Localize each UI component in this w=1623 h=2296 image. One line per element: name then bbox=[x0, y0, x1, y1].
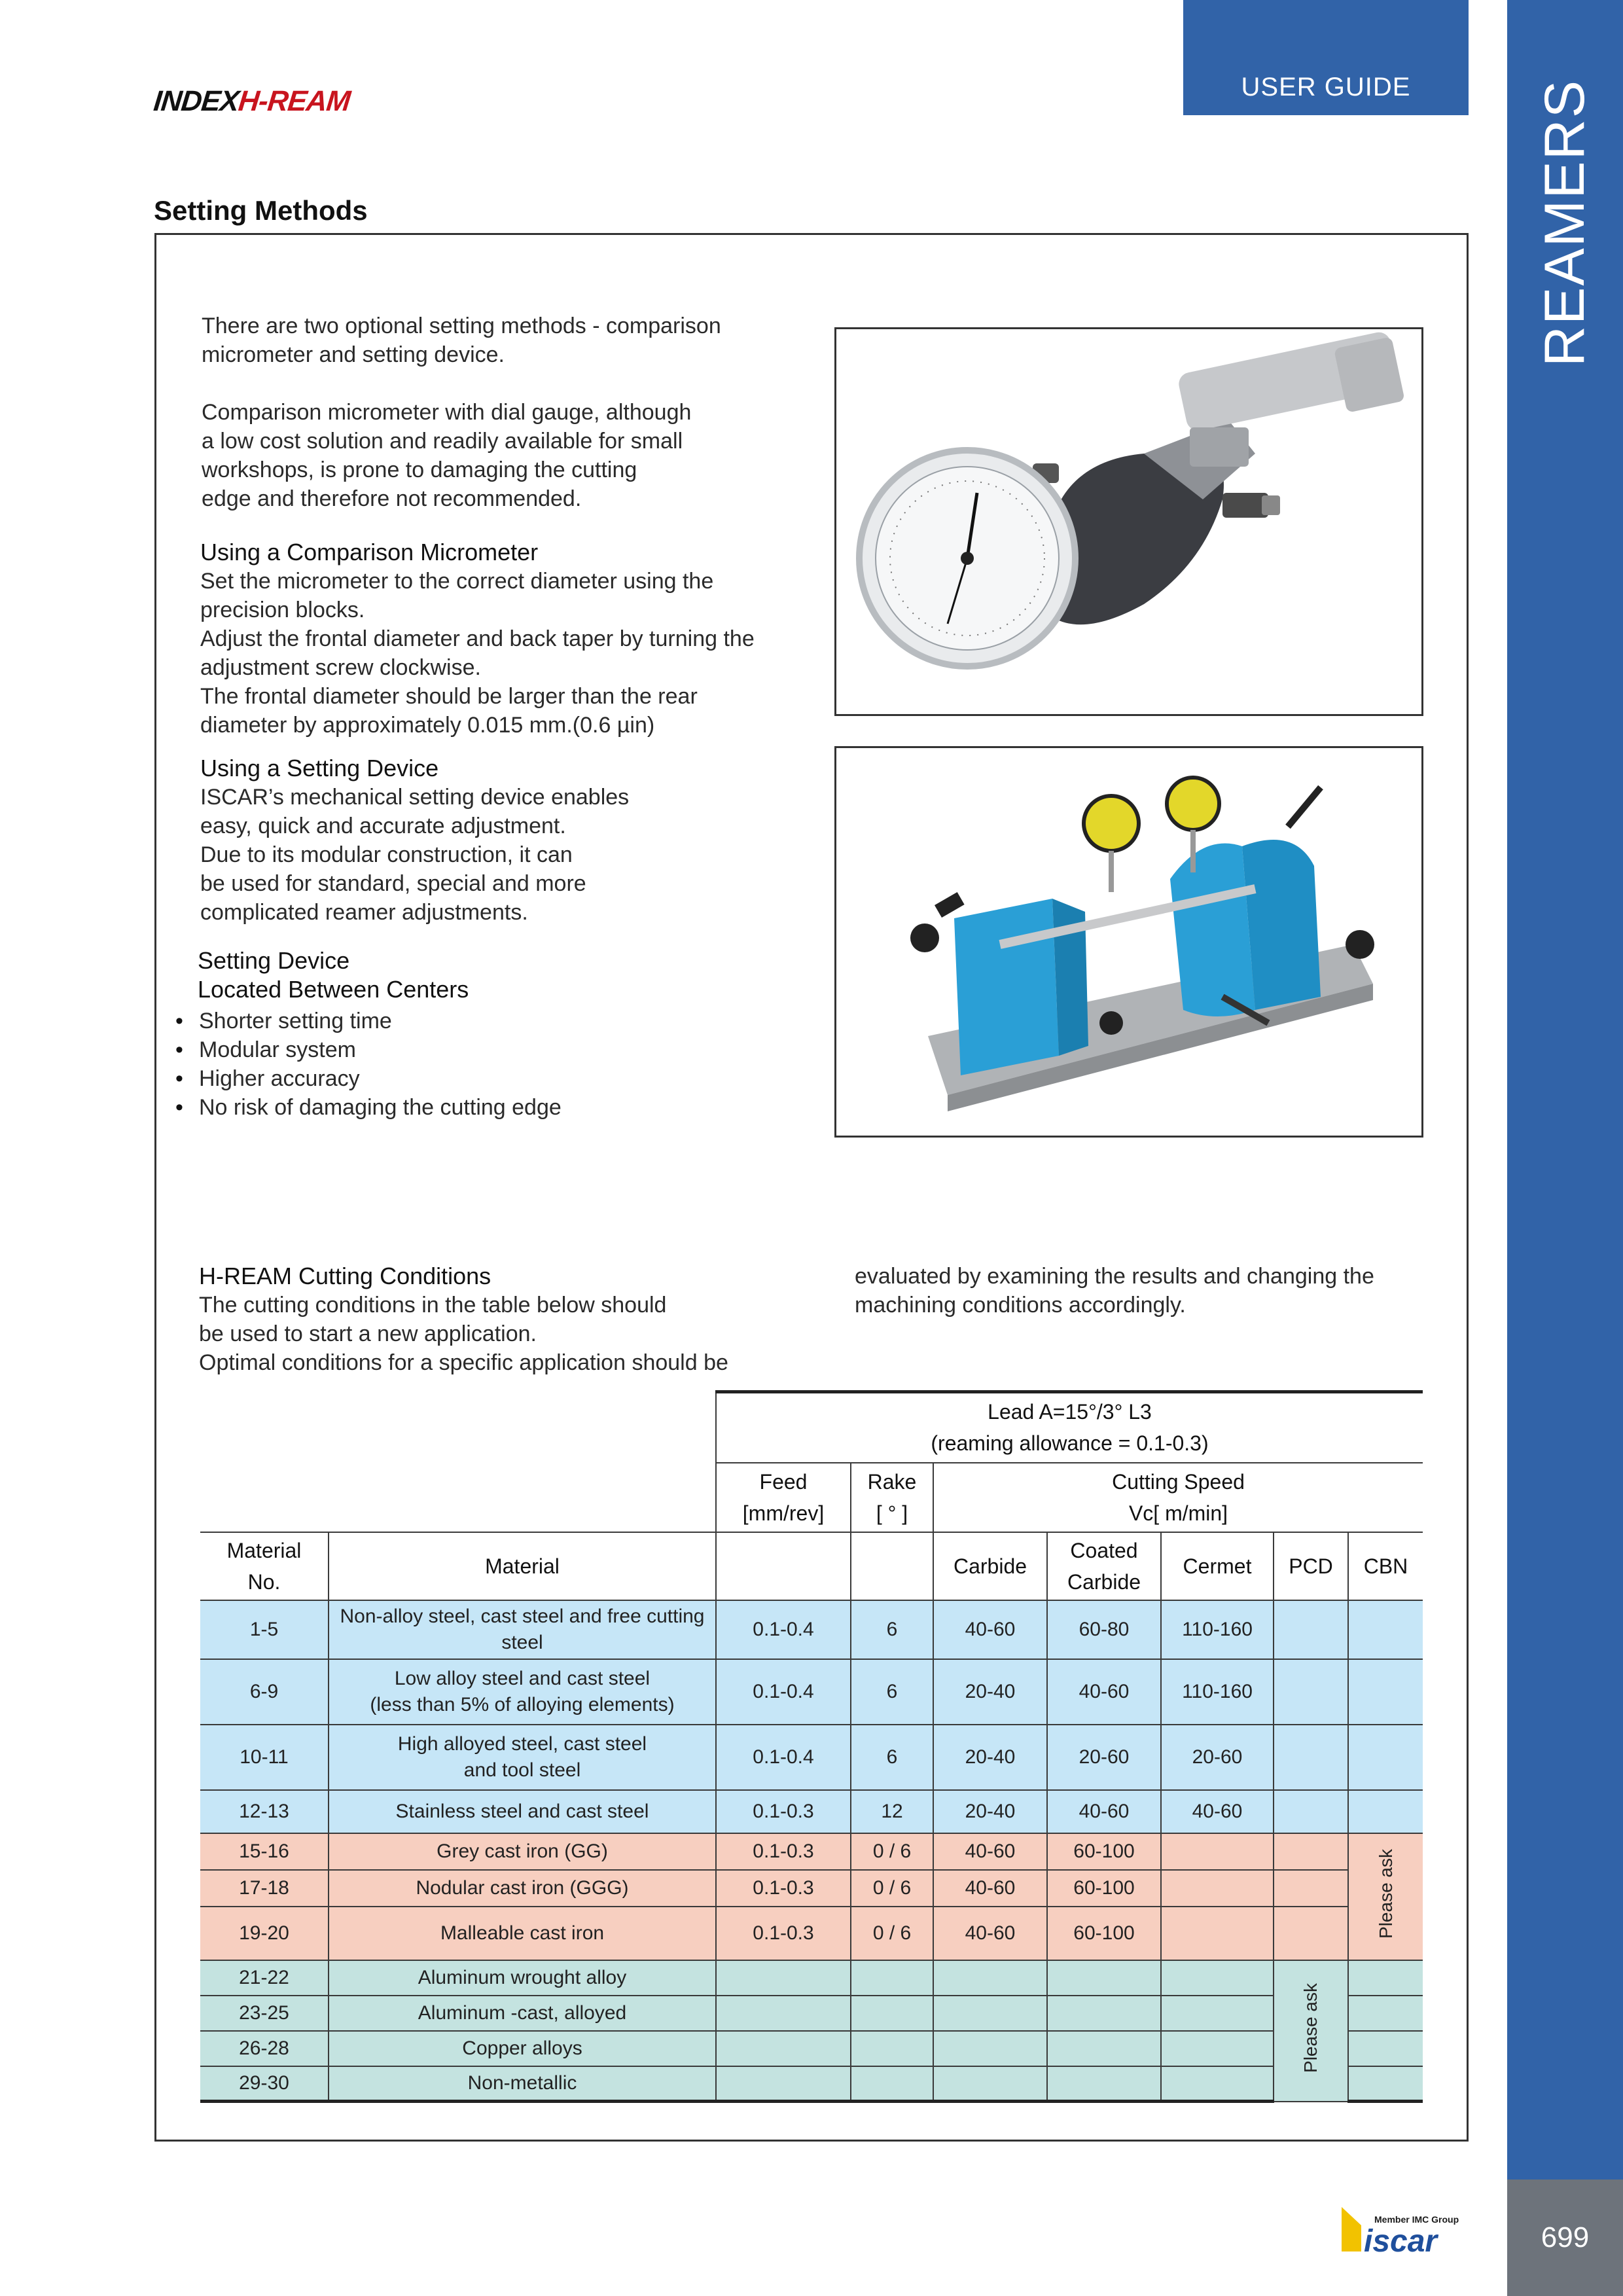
cbn-please-ask bbox=[1348, 1833, 1423, 1960]
row-rake: 6 bbox=[851, 1725, 933, 1790]
feed-blank-header bbox=[716, 1532, 851, 1600]
material-line-1: Low alloy steel and cast steel bbox=[394, 1667, 651, 1689]
table-row bbox=[200, 1600, 1423, 1659]
intro-text bbox=[202, 312, 830, 513]
row-cbn bbox=[1348, 1790, 1423, 1833]
please-ask-label: Please ask bbox=[1300, 1983, 1321, 2073]
material-line-2: steel bbox=[501, 1631, 543, 1653]
bullet-item: • Shorter setting time bbox=[175, 1007, 764, 1035]
row-carbide: 20-40 bbox=[933, 1790, 1047, 1833]
row-pcd bbox=[1274, 1833, 1348, 1870]
row-rake: 6 bbox=[851, 1600, 933, 1659]
row-cbn bbox=[1348, 1600, 1423, 1659]
cutting-speed-unit: Vc[ m/min] bbox=[1128, 1501, 1228, 1525]
bullet-item: • No risk of damaging the cutting edge bbox=[175, 1093, 764, 1122]
rake-label: Rake bbox=[867, 1469, 917, 1494]
table-row bbox=[200, 1833, 1423, 1870]
coated-label-2: Carbide bbox=[1067, 1570, 1141, 1594]
row-feed: 0.1-0.3 bbox=[716, 1907, 851, 1960]
row-carbide bbox=[933, 1960, 1047, 1996]
row-carbide bbox=[933, 2031, 1047, 2066]
user-guide-tab: USER GUIDE bbox=[1183, 0, 1469, 115]
row-feed bbox=[716, 1960, 851, 1996]
row-feed: 0.1-0.3 bbox=[716, 1790, 851, 1833]
table-row bbox=[200, 1996, 1423, 2031]
row-carbide: 40-60 bbox=[933, 1870, 1047, 1907]
row-material: Copper alloys bbox=[329, 2031, 716, 2066]
row-coated: 60-100 bbox=[1047, 1870, 1161, 1907]
row-feed bbox=[716, 1996, 851, 2031]
section-title: Setting Methods bbox=[154, 195, 368, 226]
row-rake: 0 / 6 bbox=[851, 1870, 933, 1907]
cutting-conditions-body-right: evaluated by examining the results and changing the machining conditions accordingly. bbox=[855, 1264, 1374, 1318]
material-header: Material bbox=[329, 1532, 716, 1600]
between-centers-section bbox=[198, 946, 787, 1004]
carbide-header: Carbide bbox=[933, 1532, 1047, 1600]
cutting-speed-label: Cutting Speed bbox=[1112, 1469, 1245, 1494]
row-cermet: 40-60 bbox=[1161, 1790, 1274, 1833]
row-coated bbox=[1047, 1960, 1161, 1996]
cutting-conditions-right bbox=[855, 1262, 1444, 1319]
table-row bbox=[200, 1960, 1423, 1996]
row-carbide bbox=[933, 1996, 1047, 2031]
pcd-header: PCD bbox=[1274, 1532, 1348, 1600]
row-coated: 40-60 bbox=[1047, 1659, 1161, 1725]
row-rake bbox=[851, 2031, 933, 2066]
pcd-please-ask bbox=[1274, 1960, 1348, 2102]
row-material-no: 12-13 bbox=[200, 1790, 329, 1833]
cutting-conditions-heading: H-REAM Cutting Conditions bbox=[199, 1263, 491, 1289]
table-row bbox=[200, 1870, 1423, 1907]
material-line-2: (less than 5% of alloying elements) bbox=[370, 1693, 675, 1715]
row-carbide: 40-60 bbox=[933, 1600, 1047, 1659]
material-line-2: and tool steel bbox=[463, 1759, 581, 1781]
coated-carbide-header bbox=[1047, 1532, 1161, 1600]
row-material-no: 26-28 bbox=[200, 2031, 329, 2066]
intro-paragraph-1: There are two optional setting methods - comparison micrometer and setting device. bbox=[202, 314, 721, 367]
row-material-no: 17-18 bbox=[200, 1870, 329, 1907]
row-coated bbox=[1047, 2031, 1161, 2066]
row-cermet bbox=[1161, 1996, 1274, 2031]
row-pcd bbox=[1274, 1907, 1348, 1960]
row-cermet bbox=[1161, 2066, 1274, 2102]
cutting-conditions-table bbox=[200, 1390, 1423, 2103]
row-cermet bbox=[1161, 1833, 1274, 1870]
row-carbide bbox=[933, 2066, 1047, 2102]
row-rake bbox=[851, 2066, 933, 2102]
material-line-1: High alloyed steel, cast steel bbox=[397, 1732, 647, 1755]
setting-device-body: ISCAR’s mechanical setting device enables easy, quick and accurate adjustment. Due to its modular construction, it can be used for standard, special and more complicated reamer adjustments. bbox=[200, 785, 630, 925]
row-material: Nodular cast iron (GGG) bbox=[329, 1870, 716, 1907]
row-material: Aluminum -cast, alloyed bbox=[329, 1996, 716, 2031]
row-rake: 0 / 6 bbox=[851, 1907, 933, 1960]
row-carbide: 20-40 bbox=[933, 1725, 1047, 1790]
row-material bbox=[329, 1725, 716, 1790]
material-line-1: Non-alloy steel, cast steel and free cutting bbox=[340, 1605, 705, 1627]
row-feed: 0.1-0.4 bbox=[716, 1600, 851, 1659]
row-carbide: 40-60 bbox=[933, 1833, 1047, 1870]
row-cermet bbox=[1161, 1870, 1274, 1907]
coated-label-1: Coated bbox=[1070, 1538, 1138, 1562]
feed-unit: [mm/rev] bbox=[742, 1501, 825, 1525]
table-corner-empty-2 bbox=[200, 1463, 716, 1532]
row-cermet: 110-160 bbox=[1161, 1600, 1274, 1659]
setting-device-image bbox=[834, 746, 1423, 1138]
row-pcd bbox=[1274, 1600, 1348, 1659]
row-coated bbox=[1047, 2066, 1161, 2102]
table-row bbox=[200, 1725, 1423, 1790]
row-material: Grey cast iron (GG) bbox=[329, 1833, 716, 1870]
row-feed: 0.1-0.4 bbox=[716, 1659, 851, 1725]
bullet-item: • Modular system bbox=[175, 1035, 764, 1064]
feed-header bbox=[716, 1463, 851, 1532]
row-carbide: 40-60 bbox=[933, 1907, 1047, 1960]
row-feed: 0.1-0.3 bbox=[716, 1833, 851, 1870]
row-coated: 40-60 bbox=[1047, 1790, 1161, 1833]
side-title: REAMERS bbox=[1533, 79, 1597, 367]
brand-logo: INDEXH-REAM bbox=[152, 85, 352, 117]
material-no-header bbox=[200, 1532, 329, 1600]
row-cermet bbox=[1161, 2031, 1274, 2066]
feed-label: Feed bbox=[759, 1469, 808, 1494]
row-coated: 60-100 bbox=[1047, 1833, 1161, 1870]
row-rake: 6 bbox=[851, 1659, 933, 1725]
row-cbn bbox=[1348, 1725, 1423, 1790]
setting-device-section bbox=[200, 754, 789, 927]
between-centers-bullets bbox=[175, 1007, 764, 1122]
micrometer-image bbox=[834, 327, 1423, 716]
cutting-conditions-body-left: The cutting conditions in the table below should be used to start a new application. Optimal conditions for a specific application should be bbox=[199, 1293, 728, 1375]
bullet-item: • Higher accuracy bbox=[175, 1064, 764, 1093]
cutting-conditions-left bbox=[199, 1262, 840, 1377]
row-rake: 0 / 6 bbox=[851, 1833, 933, 1870]
row-material-no: 23-25 bbox=[200, 1996, 329, 2031]
iscar-logo bbox=[1335, 2199, 1466, 2258]
comparison-heading: Using a Comparison Micrometer bbox=[200, 539, 539, 565]
row-material-no: 6-9 bbox=[200, 1659, 329, 1725]
row-pcd bbox=[1274, 1870, 1348, 1907]
material-no-label-1: Material bbox=[226, 1538, 302, 1562]
table-row bbox=[200, 2066, 1423, 2102]
row-material: Non-metallic bbox=[329, 2066, 716, 2102]
row-material: Malleable cast iron bbox=[329, 1907, 716, 1960]
comparison-body: Set the micrometer to the correct diameter using the precision blocks. Adjust the frontal diameter and back taper by turning the adjustment screw clockwise. The frontal diameter should be larger than the rear diameter by approximately 0.015 mm.(0.6 µin) bbox=[200, 569, 755, 738]
row-material bbox=[329, 1659, 716, 1725]
material-no-label-2: No. bbox=[247, 1570, 281, 1594]
row-material-no: 19-20 bbox=[200, 1907, 329, 1960]
row-rake bbox=[851, 1960, 933, 1996]
row-cbn bbox=[1348, 1659, 1423, 1725]
row-rake bbox=[851, 1996, 933, 2031]
row-cermet bbox=[1161, 1907, 1274, 1960]
rake-header bbox=[851, 1463, 933, 1532]
between-centers-heading: Setting Device Located Between Centers bbox=[198, 947, 469, 1003]
table-corner-empty bbox=[200, 1392, 716, 1463]
table-row bbox=[200, 1659, 1423, 1725]
row-rake: 12 bbox=[851, 1790, 933, 1833]
row-material: Stainless steel and cast steel bbox=[329, 1790, 716, 1833]
row-material: Aluminum wrought alloy bbox=[329, 1960, 716, 1996]
row-material-no: 21-22 bbox=[200, 1960, 329, 1996]
rake-blank-header bbox=[851, 1532, 933, 1600]
please-ask-label: Please ask bbox=[1375, 1849, 1396, 1939]
rake-unit: [ ° ] bbox=[876, 1501, 908, 1525]
row-coated: 60-100 bbox=[1047, 1907, 1161, 1960]
row-feed: 0.1-0.3 bbox=[716, 1870, 851, 1907]
row-feed: 0.1-0.4 bbox=[716, 1725, 851, 1790]
row-material-no: 10-11 bbox=[200, 1725, 329, 1790]
logo-wordmark: iscar bbox=[1364, 2224, 1438, 2258]
lead-line-1: Lead A=15°/3° L3 bbox=[988, 1400, 1152, 1424]
row-material-no: 15-16 bbox=[200, 1833, 329, 1870]
row-cbn bbox=[1348, 2031, 1423, 2066]
table-row bbox=[200, 1790, 1423, 1833]
row-coated: 60-80 bbox=[1047, 1600, 1161, 1659]
cermet-header: Cermet bbox=[1161, 1532, 1274, 1600]
comparison-section bbox=[200, 538, 855, 740]
row-cermet: 20-60 bbox=[1161, 1725, 1274, 1790]
row-pcd bbox=[1274, 1725, 1348, 1790]
row-cermet bbox=[1161, 1960, 1274, 1996]
row-pcd bbox=[1274, 1790, 1348, 1833]
row-cbn bbox=[1348, 1996, 1423, 2031]
row-material-no: 1-5 bbox=[200, 1600, 329, 1659]
row-feed bbox=[716, 2031, 851, 2066]
logo-tagline: Member IMC Group bbox=[1374, 2214, 1459, 2225]
row-coated bbox=[1047, 1996, 1161, 2031]
lead-header bbox=[716, 1392, 1423, 1463]
lead-line-2: (reaming allowance = 0.1-0.3) bbox=[931, 1431, 1209, 1456]
row-carbide: 20-40 bbox=[933, 1659, 1047, 1725]
page-number: 699 bbox=[1507, 2179, 1623, 2296]
cbn-header: CBN bbox=[1348, 1532, 1423, 1600]
intro-paragraph-2: Comparison micrometer with dial gauge, although a low cost solution and readily available for small workshops, is prone to damaging the cutting edge and therefore not recommended. bbox=[202, 400, 692, 511]
row-cermet: 110-160 bbox=[1161, 1659, 1274, 1725]
row-material-no: 29-30 bbox=[200, 2066, 329, 2102]
row-cbn bbox=[1348, 2066, 1423, 2102]
row-material bbox=[329, 1600, 716, 1659]
row-feed bbox=[716, 2066, 851, 2102]
table-row bbox=[200, 1907, 1423, 1960]
row-coated: 20-60 bbox=[1047, 1725, 1161, 1790]
table-row bbox=[200, 2031, 1423, 2066]
setting-device-heading: Using a Setting Device bbox=[200, 755, 439, 781]
cutting-speed-header bbox=[933, 1463, 1423, 1532]
row-pcd bbox=[1274, 1659, 1348, 1725]
row-cbn bbox=[1348, 1960, 1423, 1996]
